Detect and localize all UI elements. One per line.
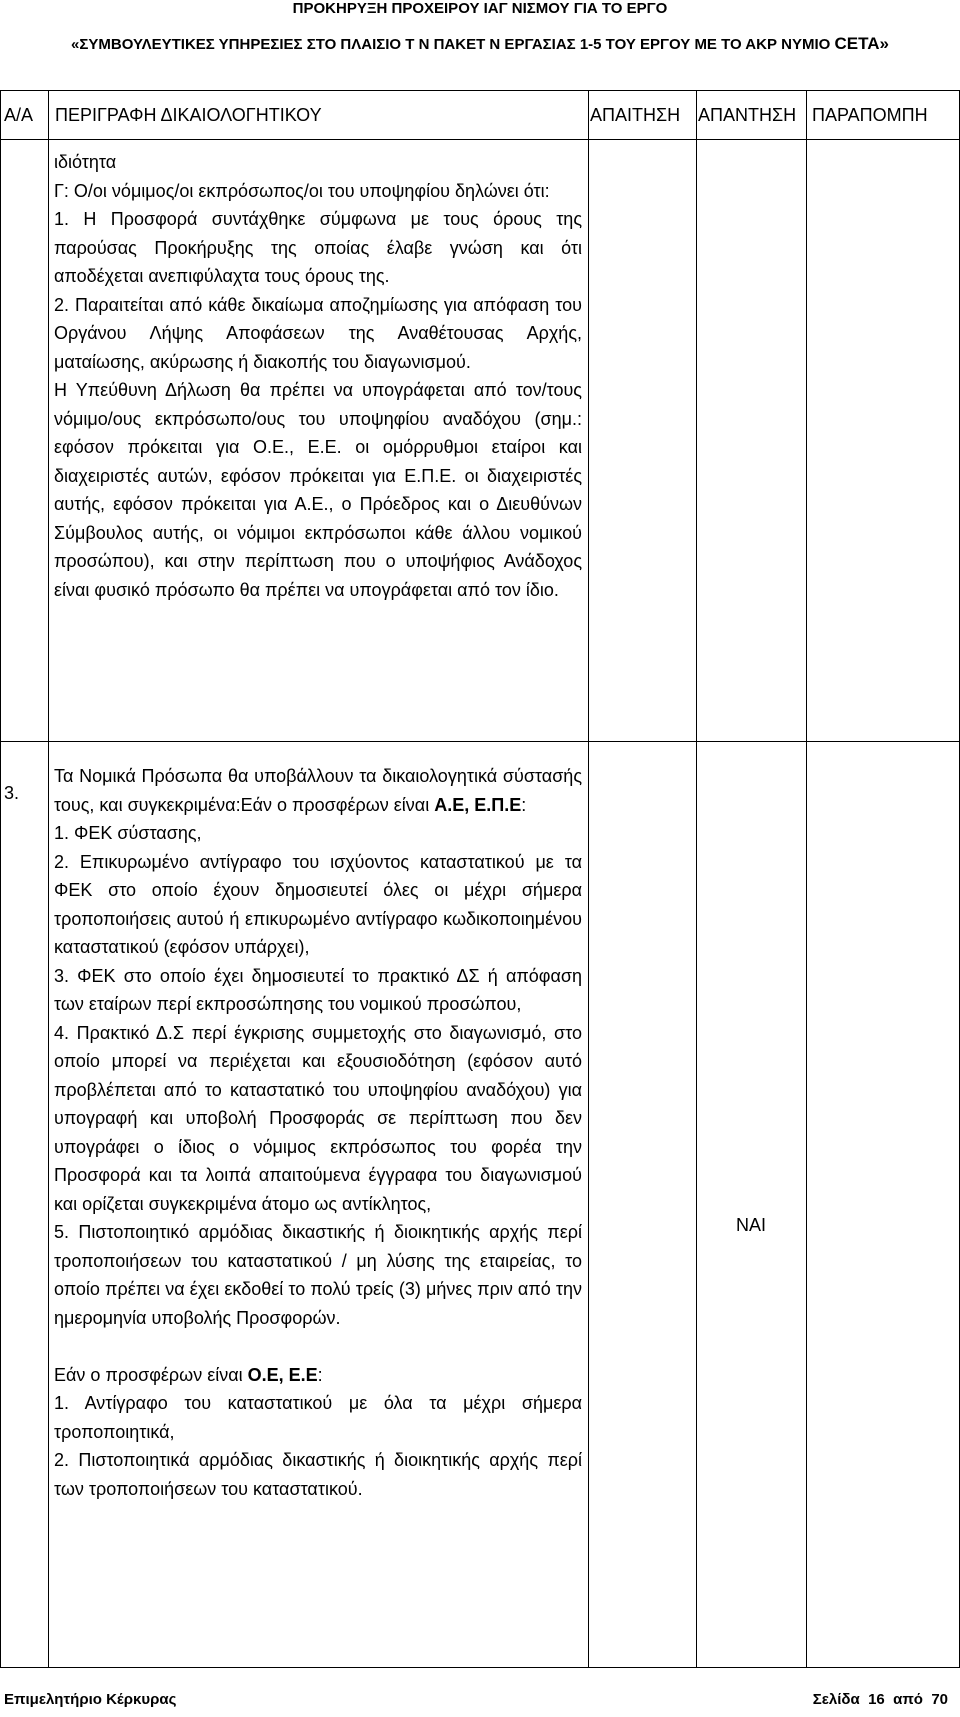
requirements-table	[0, 90, 960, 1668]
row-b-intro2-colon: :	[317, 1364, 323, 1385]
row-b-item: 4. Πρακτικό Δ.Σ περί έγκρισης συμμετοχής στο διαγωνισμό, στο οποίο μπορεί να περιέχεται και εξουσιοδότηση (εφόσον αυτό προβλέπεται από το καταστατικό του υποψηφίου αναδόχου) για υπογραφή και υποβολή Προσφοράς σε περίπτωση που δεν υπογράφει ο ίδιος ο νόμιμος εκπρόσωπος του φορέα την Προσφορά και τα λοιπά απαιτούμενα έγγραφα του διαγωνισμού και ορίζεται συγκεκριμένα άτομο ως αντίκλητος,	[54, 1022, 582, 1214]
table-row-legal-entities-description	[54, 762, 582, 1503]
table-divider-answer	[806, 90, 807, 1668]
column-header-answer: ΑΠΑΝΤΗΣΗ	[698, 105, 797, 125]
table-divider-description	[588, 90, 589, 1668]
column-header-description: ΠΕΡΙΓΡΑΦΗ ΔΙΚΑΙΟΛΟΓΗΤΙΚΟΥ	[55, 105, 322, 125]
row-a-line: ιδιότητα	[54, 152, 117, 172]
footer-page-total: 70	[931, 1691, 948, 1708]
table-divider-requirement	[696, 90, 697, 1668]
document-header-title: ΠΡΟΚΗΡΥΞΗ ΠΡΟΧΕΙΡΟΥ ΙΑΓ ΝΙΣΜΟΥ ΓΙΑ ΤΟ ΕΡΓΟ	[292, 0, 668, 17]
row-b-intro2	[54, 1361, 582, 1390]
footer-page-label: Σελίδα	[812, 1691, 860, 1708]
column-header-aa: Α/Α	[4, 105, 34, 125]
footer-page-number	[813, 1691, 948, 1708]
row-a-line: Γ: Ο/οι νόμιμος/οι εκπρόσωπος/οι του υποψηφίου δηλώνει ότι:	[54, 180, 550, 201]
table-border-bottom	[0, 1667, 960, 1668]
column-header-reference: ΠΑΡΑΠΟΜΠΗ	[812, 105, 928, 125]
row-b-item: 2. Επικυρωμένο αντίγραφο του ισχύοντος καταστατικού με τα ΦΕΚ στο οποίο έχουν δημοσιευτεί όλες οι μέχρι σήμερα τροποποιήσεις αυτού ή επικυρωμένο αντίγραφο κωδικοποιημένου καταστατικού (εφόσον υπάρχει),	[54, 851, 582, 957]
footer-organization: Επιμελητήριο Κέρκυρας	[4, 1691, 177, 1708]
row-b-spacer	[54, 1332, 582, 1361]
row-b-intro-bold: Α.Ε, Ε.Π.Ε	[434, 794, 522, 815]
row-a-line: Η Υπεύθυνη Δήλωση θα πρέπει να υπογράφεται από τον/τους νόμιμο/ους εκπρόσωπο/ους του υποψηφίου αναδόχου (σημ.: εφόσον πρόκειται για Ο.Ε., Ε.Ε. οι ομόρρυθμοι εταίροι και διαχειριστές αυτών, εφόσον πρόκειται για Ε.Π.Ε. οι διαχειριστές αυτής, εφόσον πρόκειται για Α.Ε., ο Πρόεδρος και ο Διευθύνων Σύμβουλος αυτής, οι νόμιμοι εκπρόσωποι κάθε άλλου νομικού προσώπου), και στην περίπτωση που ο υποψήφιος Ανάδοχος είναι φυσικό πρόσωπο θα πρέπει να υπογράφεται από τον ίδιο.	[54, 380, 582, 600]
row-b-intro-colon: :	[521, 794, 527, 815]
row-b-intro2-text: Εάν ο προσφέρων είναι	[54, 1364, 243, 1385]
requirement-value: ΝΑΙ	[735, 1215, 766, 1235]
row-a-line: 2. Παραιτείται από κάθε δικαίωμα αποζημίωσης για απόφαση του Οργάνου Λήψης Αποφάσεων της Αναθέτουσας Αρχής, ματαίωσης, ακύρωσης ή διακοπής του διαγωνισμού.	[54, 294, 582, 372]
document-header-project	[0, 34, 960, 54]
row-b-intro-text: Τα Νομικά Πρόσωπα θα υποβάλλουν τα δικαιολογητικά σύστασής τους, και συγκεκριμένα:Εάν ο προσφέρων είναι	[54, 766, 582, 815]
row-a-line: 1. Η Προσφορά συντάχθηκε σύμφωνα με τους όρους της παρούσας Προκήρυξης της οποίας έλαβε γνώση και ότι αποδέχεται ανεπιφύλαχτα τους όρους της.	[54, 209, 582, 286]
header-project-acronym: CETA»	[834, 34, 889, 53]
row-b-item2: 2. Πιστοποιητικά αρμόδιας δικαστικής ή διοικητικής αρχής περί των τροποποιήσεων του καταστατικού.	[54, 1450, 582, 1499]
row-b-intro2-bold: Ο.Ε, Ε.Ε	[247, 1364, 318, 1385]
table-row-divider	[0, 741, 960, 742]
column-header-requirement: ΑΠΑΙΤΗΣΗ	[590, 105, 681, 125]
table-border-top	[0, 90, 960, 91]
table-border-left	[0, 90, 1, 1668]
table-header-divider	[0, 139, 960, 140]
row-b-item2: 1. Αντίγραφο του καταστατικού με όλα τα μέχρι σήμερα τροποποιητικά,	[54, 1393, 582, 1442]
footer-page-sep: από	[893, 1691, 923, 1708]
row-b-intro	[54, 762, 582, 819]
table-row-continuation-description	[54, 148, 582, 604]
row-b-item: 5. Πιστοποιητικό αρμόδιας δικαστικής ή διοικητικής αρχής περί τροποποιήσεων του καταστατικού / μη λύσης της εταιρείας, το οποίο πρέπει να έχει εκδοθεί το πολύ τρείς (3) μήνες πριν από την ημερομηνία υποβολής Προσφορών.	[54, 1222, 582, 1328]
header-project-text: «ΣΥΜΒΟΥΛΕΥΤΙΚΕΣ ΥΠΗΡΕΣΙΕΣ ΣΤΟ ΠΛΑΙΣΙΟ Τ Ν ΠΑΚΕΤ Ν ΕΡΓΑΣΙΑΣ 1-5 ΤΟΥ ΕΡΓΟΥ ΜΕ ΤΟ ΑΚΡ ΝΥΜΙΟ	[71, 36, 831, 53]
row-number: 3.	[4, 783, 20, 803]
footer-page-current: 16	[868, 1691, 885, 1708]
row-b-item: 3. ΦΕΚ στο οποίο έχει δημοσιευτεί το πρακτικό ΔΣ ή απόφαση των εταίρων περί εκπροσώπησης του νομικού προσώπου,	[54, 965, 582, 1014]
table-divider-aa	[48, 90, 49, 1668]
row-b-item: 1. ΦΕΚ σύστασης,	[54, 823, 202, 843]
